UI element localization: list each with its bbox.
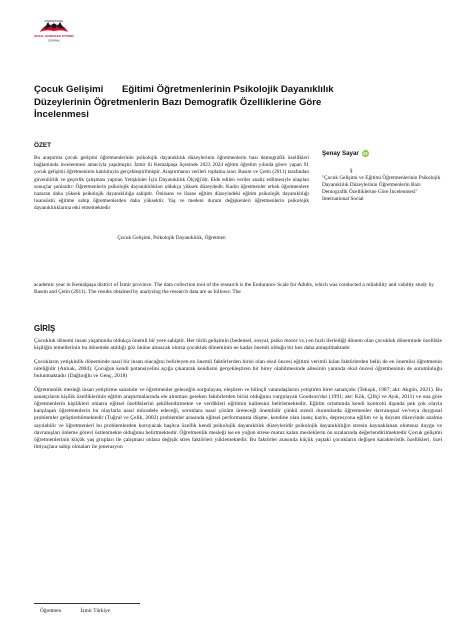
keywords: Çocuk Gelişimi, Psikolojik Dayanıklılık, Öğretmen [117, 235, 226, 241]
citation-dagger: § [350, 168, 353, 174]
logo-bottom-text: JOURNAL [47, 39, 61, 43]
footnote-item-2: İzmir Türkiye [80, 608, 110, 614]
footnote-divider [34, 603, 140, 604]
citation-box [322, 168, 442, 203]
abstract-heading: ÖZET [34, 142, 52, 149]
author-block [322, 150, 369, 157]
logo-top-text: INTERNATIONAL [44, 20, 64, 23]
article-title [34, 84, 334, 122]
paragraph-1: Çocukluk dönemi insan yaşamında oldukça önemli bir yere sahiptir. Her türlü gelişimin (bedensel, sosyal, psiko motor vs.) en hızlı ilerlediği dönem olan çocukluk döneminde özellikle kişiliğin temellerinin bu dönemde atıldığı göz önüne alınacak olursa çocukluk döneminin ne kadar önemli olduğu bir kez daha anlaşılmaktadır [34, 338, 442, 352]
paragraph-2: Çocukların yetişkinlik döneminde nasıl bir insan olacağını belirleyen en önemli faktörlerden birisi olan okul öncesi eğitimi verimli kılan faktörlerden belki de en önemlisi öğretmenin niteliğidir (Anlıak, 2004). Çocuğun kendi potansiyelini açığa çıkararak kendisini gerçekleştiren bir birey olabilmesinde ailesinin yanında okul öncesi öğretmeninin de sorumluluğu bulunmaktadır (Dağlıoğlu ve Genç, 2018) [34, 358, 442, 380]
title-line-3: İncelenmesi [34, 109, 89, 120]
journal-logo [34, 18, 74, 48]
body-text [34, 338, 442, 458]
abstract-text: Bu araştırma çocuk gelişimi öğretmenlerinin psikolojik dayanıklılık düzeylerinin öğretmenlerin bazı demografik özellikleri bağlamında incelenmesi amacıyla yapılmıştır. İzmir ili Kemalpaşa ilçesinde 2023 2024 eğitim öğretim yılında görev yapan 91 çocuk gelişimi öğretmeninin katılımıyla gerçekleştirilmiştir. Araştırmanın verileri toplama aracı Basım ve Çetin (2011) tarafından güvenilirlik ve geçerlik çalışması yapılan Yetişkinler İçin Dayanıklılık Ölçeği'dir. Elde edilen veriler analiz edilmesiyle ulaşılan sonuçlar şunlardır: Öğretmenlerin psikolojik dayanıklılıkları oldukça yüksek düzeydedir. Kadın öğretmenler erkek öğretmenlere nazaran daha yüksek psikolojik dayanıklılığa sahiptir. Önlisans ve lisans eğitim düzeyindeki eğitim psikolojik dayanıklılığı lisansüstü eğitime sahip öğretmenlerden daha yüksektir. Yaş ve medeni durum değişkenleri öğretmenlerin psikolojik dayanıklılıklarına etki etmemektedir [34, 155, 309, 212]
title-line-1: Çocuk Gelişimi Eğitimi Öğretmenlerinin Psikolojik Dayanıklılık [34, 84, 334, 95]
english-abstract-fragment: academic year in Kemalpaşa district of İzmir province. The data collection tool of the research is the Endurance Scale for Adults, which was conducted a reliability and validity study by Basım and Çetin (2011). The results obtained by analyzing the research data are as follows: The [34, 282, 434, 296]
section-heading-giris: GİRİŞ [34, 324, 56, 333]
orcid-icon[interactable]: iD [363, 151, 368, 156]
footnote-item-1: Öğretmen [40, 608, 62, 614]
title-line-2: Düzeylerinin Öğretmenlerin Bazı Demografik Özelliklerine Göre [34, 96, 322, 108]
logo-main-text: SOCIAL SCIENCES STUDIES [34, 34, 74, 38]
paragraph-3: Öğretmenlik mesleği insan yetiştirme sanatıdır ve öğretmenler geleceğin sorgulayan, eleştiren ve bilinçli vatandaşlarını yetiştiren birer sanatçıdır (Tekışık, 1987; akt: Akgün, 2021). Bu sanatçıların kişilik özelliklerinin eğitim araştırmalarında ele alınması gereken faktörlerden birisi olduğunu vurgulayan Goodson'dur (1991; akt: Kök, Çiftçi ve Ayık, 2011) ve ona göre öğretmenlerin kişilikleri onların eğitsel özelliklerini şekillendirmekte ve verdikleri eğitimin kalitesini belirlemektedir. Eğitim ortamında kendi kontrolü dışında pek çok olayla karşılaşan öğretmenlerin bu olaylarla nasıl mücadele edeceği, sorunlara nasıl çözüm üreteceği önemlidir çünkü stresli durumlarda öğretmenler davranışsal ve/veya duygusal problemler geliştirebilmektedir (Tuğrul ve Çelik, 2002) problemler arasında eğitsel performansta düşme, kendine olan inanç kaybı, depresyona eğilim ve iş doyum düzeyinde azalma sayılabilir ve öğretmenleri bu problemlerden koruyacak başlıca özellik kendi psikolojik dayanıklılık düzeyleridir psikolojik dayanıklılığın stresin kaynaklanan olumsuz duygu ve davranışları önleme görevi üstlenmekte olduğunu belirtmektedir. Öğretmenlik mesleği ise en yoğun strese maruz kalan mesleklerin ön sıralarında değerlendirilmektedir Çocuk gelişimi öğretmenlerinin küçük yaş grupları ile çalışması onlara değişik stres faktörleri yüklemektedir. Bu faktörler arasında küçük yaştaki çocukların değişen karakteristik özellikleri, özel ihtiyaçlara sahip olmaları ile jenerasyon [34, 386, 442, 451]
author-name: Şenay Sayar [322, 150, 359, 157]
footnote [40, 608, 128, 614]
citation-text: "Çocuk Gelişimi ve Eğitimi Öğretmenlerinin Psikolojik Dayanıklılık Düzeylerinin Öğretmenlerin Bazı Demografik Özelliklerine Göre İncelenmesi" International Social [322, 175, 441, 203]
